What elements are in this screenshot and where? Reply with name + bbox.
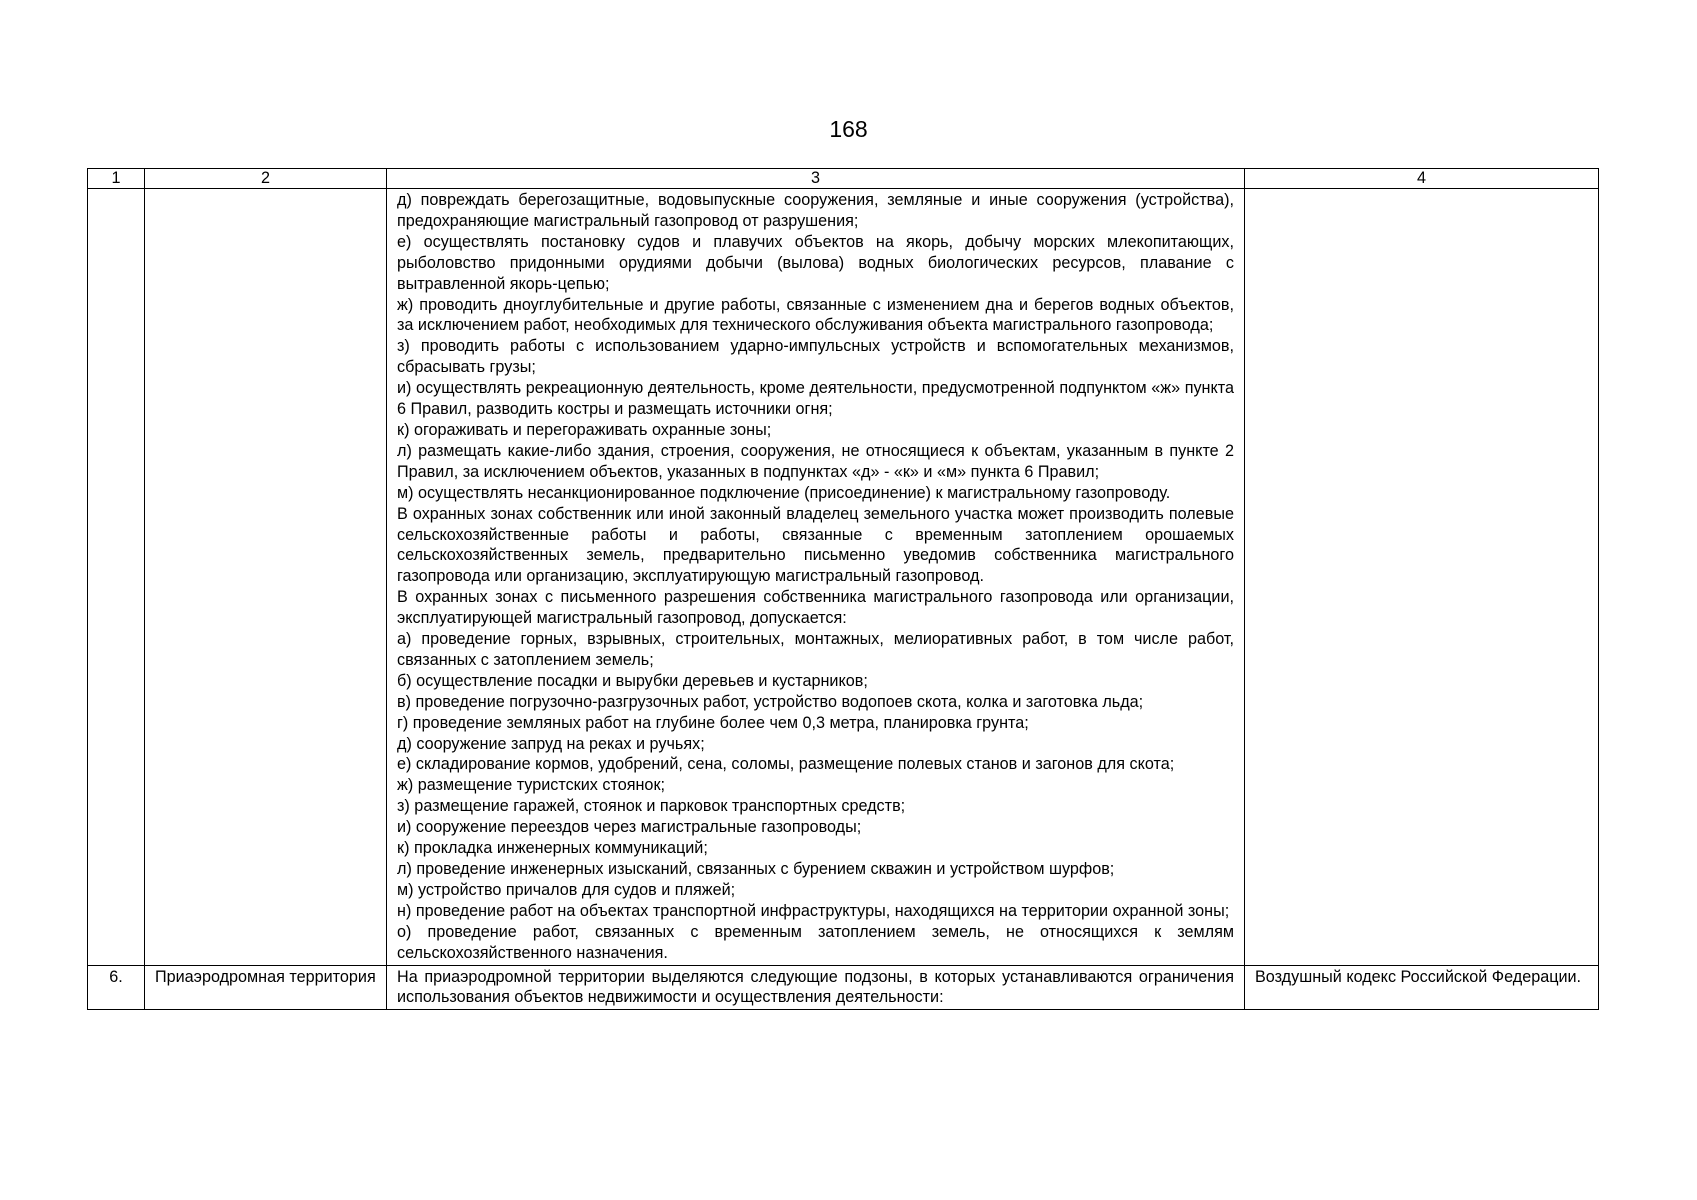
permitted-item: и) сооружение переездов через магистральные газопроводы;: [397, 818, 862, 837]
paragraph: В охранных зонах собственник или иной законный владелец земельного участка может производить полевые сельскохозяйственные работы и работы, связанные с временным затоплением орошаемых сельскохозяйственных земель, предварительно письменно уведомив собственника магистрального газопровода или организацию, эксплуатирующую магистральный газопровод.: [397, 504, 1234, 586]
restriction-item: м) осуществлять несанкционированное подключение (присоединение) к магистральному газопроводу.: [397, 483, 1171, 502]
table-row-6: [88, 965, 1599, 1010]
row-6-legal-basis: Воздушный кодекс Российской Федерации.: [1245, 965, 1599, 1010]
row-6-number: 6.: [88, 965, 145, 1010]
header-col-2: 2: [145, 169, 387, 189]
restriction-item: ж) проводить дноуглубительные и другие работы, связанные с изменением дна и берегов водных объектов, за исключением работ, необходимых для технического обслуживания объекта магистрального газопровода;: [397, 295, 1234, 335]
permitted-item: к) прокладка инженерных коммуникаций;: [397, 839, 708, 858]
restriction-item: л) размещать какие-либо здания, строения, сооружения, не относящиеся к объектам, указанным в пункте 2 Правил, за исключением объектов, указанных в подпунктах «д» - «к» и «м» пункта 6 Правил;: [397, 441, 1234, 481]
row-6-description: На приаэродромной территории выделяются следующие подзоны, в которых устанавливаются ограничения использования объектов недвижимости и осуществления деятельности:: [387, 965, 1245, 1010]
restriction-item: з) проводить работы с использованием ударно-импульсных устройств и вспомогательных механизмов, сбрасывать грузы;: [397, 337, 1234, 377]
header-col-3: 3: [387, 169, 1245, 189]
permitted-item: е) складирование кормов, удобрений, сена, соломы, размещение полевых станов и загонов для скота;: [397, 755, 1175, 774]
row-continued-col-1: [88, 189, 145, 966]
document-table: [87, 168, 1599, 1010]
restriction-item: и) осуществлять рекреационную деятельность, кроме деятельности, предусмотренной подпунктом «ж» пункта 6 Правил, разводить костры и размещать источники огня;: [397, 379, 1234, 419]
permitted-item: о) проведение работ, связанных с временным затоплением земель, не относящихся к землям сельскохозяйственного назначения.: [397, 922, 1234, 962]
table-row-continued: [88, 189, 1599, 966]
permitted-item: д) сооружение запруд на реках и ручьях;: [397, 734, 705, 753]
table-header-row: [88, 169, 1599, 189]
row-6-zone-name: Приаэродромная территория: [145, 965, 387, 1010]
permitted-item: в) проведение погрузочно-разгрузочных работ, устройство водопоев скота, колка и заготовка льда;: [397, 692, 1144, 711]
permitted-item: а) проведение горных, взрывных, строительных, монтажных, мелиоративных работ, в том числе работ, связанных с затоплением земель;: [397, 630, 1234, 669]
permitted-item: м) устройство причалов для судов и пляжей;: [397, 880, 736, 899]
page-number: 168: [829, 116, 868, 142]
permitted-item: ж) размещение туристских стоянок;: [397, 776, 666, 795]
header-col-1: 1: [88, 169, 145, 189]
permitted-item: б) осуществление посадки и вырубки деревьев и кустарников;: [397, 671, 868, 690]
row-continued-col-3: [387, 189, 1245, 966]
permitted-item: н) проведение работ на объектах транспортной инфраструктуры, находящихся на территории охранной зоны;: [397, 901, 1230, 920]
row-continued-col-4: [1245, 189, 1599, 966]
restriction-item: к) огораживать и перегораживать охранные зоны;: [397, 420, 772, 439]
permitted-item: г) проведение земляных работ на глубине более чем 0,3 метра, планировка грунта;: [397, 713, 1029, 732]
header-col-4: 4: [1245, 169, 1599, 189]
restriction-item: е) осуществлять постановку судов и плавучих объектов на якорь, добычу морских млекопитающих, рыболовство придонными орудиями добычи (вылова) водных биологических ресурсов, плавание с вытравленной якорь-цепью;: [397, 232, 1234, 293]
paragraph: В охранных зонах с письменного разрешения собственника магистрального газопровода или организации, эксплуатирующей магистральный газопровод, допускается:: [397, 588, 1234, 628]
permitted-item: л) проведение инженерных изысканий, связанных с бурением скважин и устройством шурфов;: [397, 860, 1115, 878]
row-continued-col-2: [145, 189, 387, 966]
permitted-item: з) размещение гаражей, стоянок и парковок транспортных средств;: [397, 797, 906, 816]
restriction-item: д) повреждать берегозащитные, водовыпускные сооружения, земляные и иные сооружения (устройства), предохраняющие магистральный газопровод от разрушения;: [397, 191, 1234, 230]
